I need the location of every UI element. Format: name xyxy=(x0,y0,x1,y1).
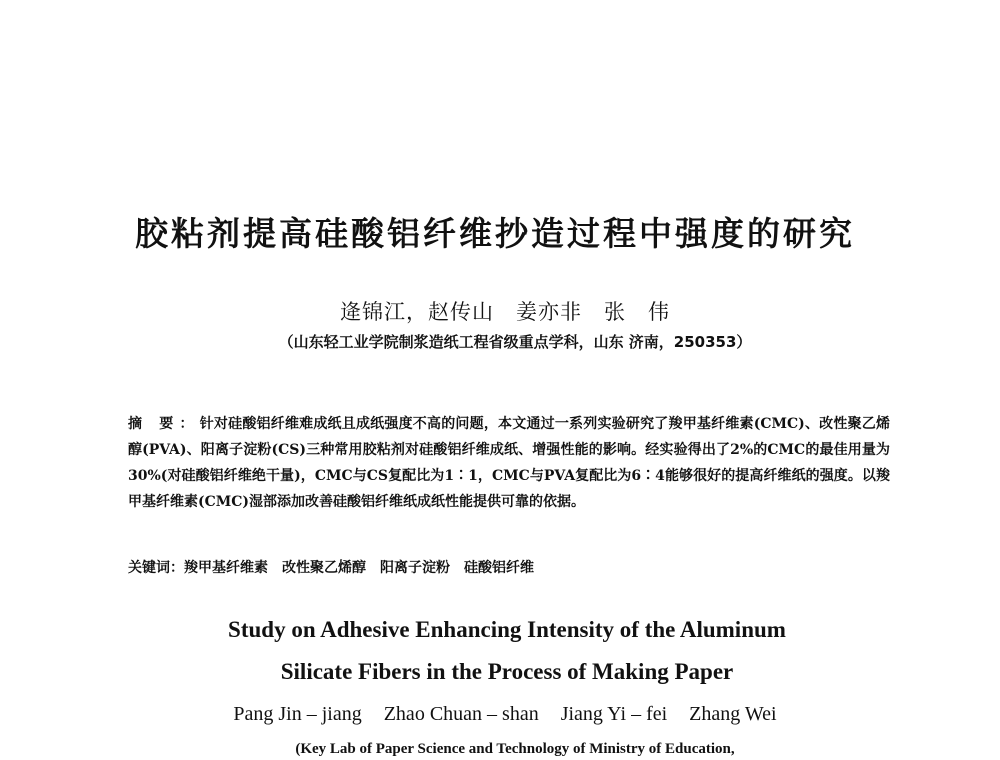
keywords-label: 关键词： xyxy=(128,560,184,576)
chinese-abstract xyxy=(128,411,890,515)
english-author: Zhang Wei xyxy=(689,703,777,725)
keyword-item: 改性聚乙烯醇 xyxy=(282,560,366,576)
chinese-keywords xyxy=(128,557,890,577)
chinese-title: 胶粘剂提高硅酸铝纤维抄造过程中强度的研究 xyxy=(135,214,855,253)
english-author: Zhao Chuan – shan xyxy=(383,703,539,725)
chinese-authors: 逄锦江，赵传山 姜亦非 张 伟 xyxy=(340,300,670,324)
keyword-item: 羧甲基纤维素 xyxy=(184,560,268,576)
abstract-text: 针对硅酸铝纤维难成纸且成纸强度不高的问题，本文通过一系列实验研究了羧甲基纤维素(CMC)、改性聚乙烯醇(PVA)、阳离子淀粉(CS)三种常用胶粘剂对硅酸铝纤维成纸、增强性能的影响。经实验得出了2%的CMC的最佳用量为30%(对硅酸铝纤维绝干量)，CMC与CS复配比为1∶1，CMC与PVA复配比为6∶4能够很好的提高纤维纸的强度。以羧甲基纤维素(CMC)湿部添加改善硅酸铝纤维纸成纸性能提供可靠的依据。 xyxy=(128,416,891,510)
english-title-line-1: Study on Adhesive Enhancing Intensity of the Aluminum xyxy=(228,617,786,642)
english-title-line-2: Silicate Fibers in the Process of Making Paper xyxy=(280,659,734,684)
english-author: Pang Jin – jiang xyxy=(233,703,362,725)
keyword-item: 硅酸铝纤维 xyxy=(464,560,534,576)
chinese-affiliation: （山东轻工业学院制浆造纸工程省级重点学科，山东 济南，250353） xyxy=(278,333,752,351)
english-author: Jiang Yi – fei xyxy=(560,703,668,725)
abstract-label: 摘 要： xyxy=(128,416,200,432)
keyword-item: 阳离子淀粉 xyxy=(380,560,450,576)
english-authors xyxy=(5,703,1000,726)
english-affiliation: (Key Lab of Paper Science and Technology of Ministry of Education, xyxy=(295,741,735,757)
